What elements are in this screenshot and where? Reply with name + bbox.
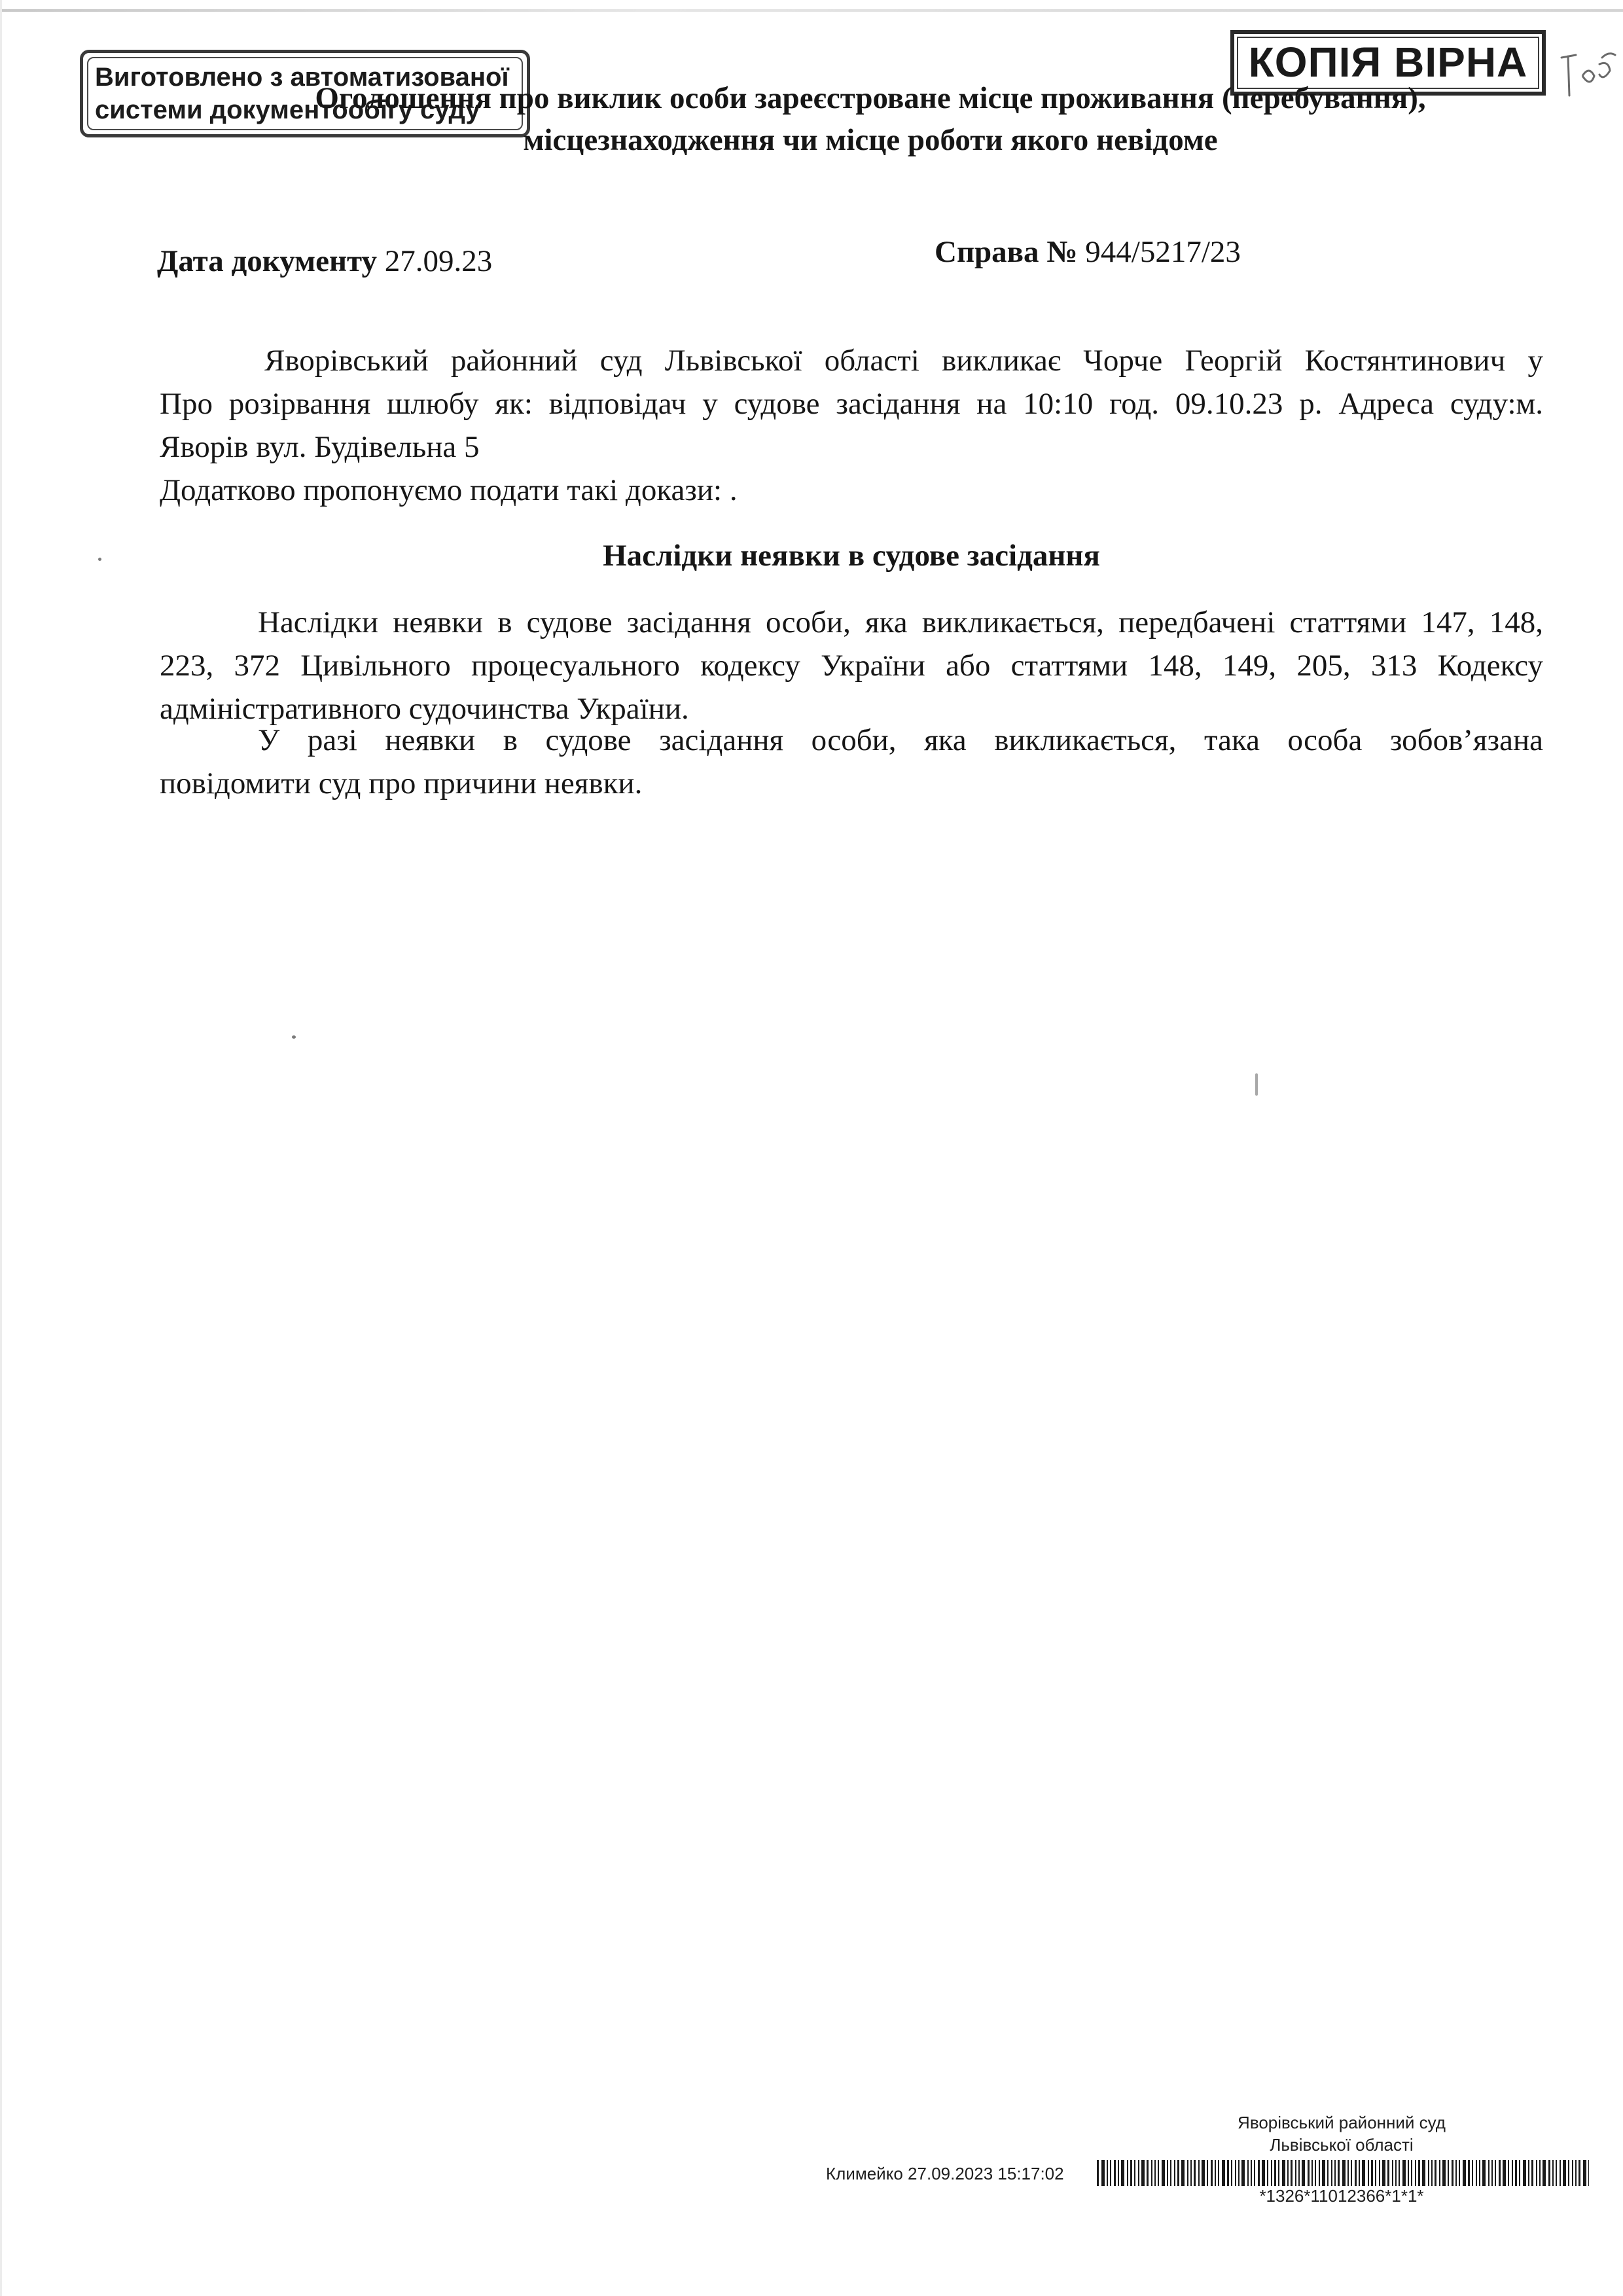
barcode-bar (1515, 2160, 1517, 2186)
barcode-bar (1295, 2160, 1296, 2186)
summons-line-4: Додатково пропонуємо подати такі докази: . (160, 473, 738, 507)
consequences-line-3: адміністративного судочинства України. (160, 692, 689, 726)
barcode-bar (1258, 2160, 1260, 2186)
barcode-bar (1371, 2160, 1373, 2186)
barcode-bar (1262, 2160, 1265, 2186)
barcode-bar (1439, 2160, 1440, 2186)
barcode-bar (1114, 2160, 1116, 2186)
case-label: Справа № (935, 235, 1078, 269)
barcode-bar (1202, 2160, 1205, 2186)
barcode-bar (1158, 2160, 1159, 2186)
barcode-bar (1298, 2160, 1300, 2186)
barcode-bar (1422, 2160, 1425, 2186)
barcode-bar (1512, 2160, 1513, 2186)
barcode-bar (1359, 2160, 1360, 2186)
barcode-bar (1402, 2160, 1406, 2186)
barcode-bar (1368, 2160, 1369, 2186)
barcode-bar (1488, 2160, 1489, 2186)
barcode-bar (1387, 2160, 1389, 2186)
barcode-bar (1110, 2160, 1111, 2186)
barcode-bar (1194, 2160, 1196, 2186)
barcode-bar (1418, 2160, 1420, 2186)
barcode-bar (1151, 2160, 1152, 2186)
barcode-bar (1319, 2160, 1320, 2186)
barcode-bar (1154, 2160, 1156, 2186)
consequences-line-1: Наслідки неявки в судове засідання особи, яка викликається, передбачені статтями 147, 148, (258, 605, 1543, 639)
barcode-bar (1548, 2160, 1550, 2186)
barcode-bar (1552, 2160, 1554, 2186)
barcode-bar (1528, 2160, 1529, 2186)
barcode-bar (1121, 2160, 1124, 2186)
barcode-bar (1435, 2160, 1436, 2186)
scan-edge-top (0, 9, 1623, 12)
barcode-bar (1238, 2160, 1240, 2186)
notification-line-2: повідомити суд про причини неявки. (160, 766, 643, 800)
barcode-bar (1479, 2160, 1480, 2186)
scan-speck (98, 558, 101, 561)
barcode-bar (1491, 2160, 1493, 2186)
barcode-bar (1351, 2160, 1352, 2186)
barcode-bar (1338, 2160, 1340, 2186)
barcode-bar (1282, 2160, 1285, 2186)
barcode-bar (1274, 2160, 1276, 2186)
barcode-bar (1101, 2160, 1105, 2186)
barcode-bar (1097, 2160, 1099, 2186)
barcode-bar (1448, 2160, 1449, 2186)
true-copy-label: КОПІЯ ВІРНА (1248, 39, 1528, 86)
signature-timestamp: Климейко 27.09.2023 15:17:02 (826, 2164, 1064, 2183)
barcode-bar (1411, 2160, 1412, 2186)
barcode-bar (1231, 2160, 1232, 2186)
barcode-bar (1130, 2160, 1132, 2186)
consequences-heading: Наслідки неявки в судове засідання (603, 539, 1100, 573)
barcode-bar (1247, 2160, 1249, 2186)
stamp-line-2: системи документообігу суду (95, 96, 480, 124)
barcode-bar (1342, 2160, 1346, 2186)
barcode-bar (1141, 2160, 1145, 2186)
barcode-bar (1327, 2160, 1329, 2186)
barcode-bar (1572, 2160, 1573, 2186)
barcode-bar (1211, 2160, 1213, 2186)
barcode-bar (1452, 2160, 1454, 2186)
consequences-line-2: 223, 372 Цивільного процесуального кодексу України або статтями 148, 149, 205, 313 Кодексу (160, 649, 1543, 683)
barcode-bar (1463, 2160, 1466, 2186)
barcode-bar (1519, 2160, 1520, 2186)
barcode-bar (1308, 2160, 1310, 2186)
barcode-number: *1326*11012366*1*1* (1259, 2186, 1424, 2206)
footer-court-line-1: Яворівський районний суд (1238, 2113, 1446, 2132)
barcode-bar (1315, 2160, 1316, 2186)
summons-line-3: Яворів вул. Будівельна 5 (160, 430, 480, 464)
barcode-bar (1568, 2160, 1569, 2186)
barcode-bar (1322, 2160, 1325, 2186)
barcode-bar (1170, 2160, 1171, 2186)
barcode-bar (1174, 2160, 1175, 2186)
barcode-bar (1539, 2160, 1541, 2186)
date-label: Дата документу (157, 244, 378, 278)
barcode-bar (1291, 2160, 1293, 2186)
date-value: 27.09.23 (384, 244, 493, 278)
barcode-bar (1428, 2160, 1429, 2186)
barcode-bar (1190, 2160, 1192, 2186)
title-line-2: місцезнаходження чи місце роботи якого невідоме (523, 123, 1218, 157)
barcode-bar (1379, 2160, 1380, 2186)
scan-speck (1255, 1073, 1258, 1096)
barcode-bar (1187, 2160, 1188, 2186)
barcode-bar (1415, 2160, 1416, 2186)
barcode-bar (1254, 2160, 1255, 2186)
handwritten-note-icon (1556, 38, 1622, 110)
barcode-bar (1287, 2160, 1289, 2186)
barcode-bar (1563, 2160, 1566, 2186)
document-title (196, 77, 1544, 161)
court-name-footer (1217, 2111, 1466, 2156)
barcode-bar (1395, 2160, 1397, 2186)
barcode-icon (1097, 2160, 1589, 2186)
barcode-bar (1523, 2160, 1526, 2186)
case-number (935, 234, 1241, 270)
barcode-bar (1543, 2160, 1546, 2186)
barcode-bar (1167, 2160, 1168, 2186)
barcode-bar (1455, 2160, 1457, 2186)
barcode-bar (1118, 2160, 1119, 2186)
barcode-bar (1347, 2160, 1349, 2186)
barcode-bar (1531, 2160, 1533, 2186)
barcode-bar (1127, 2160, 1128, 2186)
barcode-bar (1227, 2160, 1229, 2186)
barcode-bar (1578, 2160, 1580, 2186)
barcode-bar (1588, 2160, 1589, 2186)
barcode-bar (1382, 2160, 1385, 2186)
barcode-bar (1556, 2160, 1557, 2186)
notification-line-1: У разі неявки в судове засідання особи, яка викликається, така особа зобов’язана (258, 723, 1543, 757)
barcode-bar (1331, 2160, 1332, 2186)
summons-paragraph (160, 339, 1543, 512)
barcode-bar (1375, 2160, 1376, 2186)
scan-edge-left (0, 0, 2, 2296)
barcode-bar (1472, 2160, 1473, 2186)
barcode-bar (1575, 2160, 1577, 2186)
barcode-bar (1560, 2160, 1561, 2186)
barcode-bar (1177, 2160, 1179, 2186)
case-value: 944/5217/23 (1085, 235, 1241, 269)
barcode-bar (1442, 2160, 1446, 2186)
barcode-bar (1107, 2160, 1108, 2186)
summons-line-1: Яворівський районний суд Львівської області викликає Чорче Георгій Костянтинович у (264, 344, 1543, 378)
barcode-bar (1362, 2160, 1365, 2186)
barcode-bar (1267, 2160, 1268, 2186)
barcode-bar (1235, 2160, 1236, 2186)
barcode-bar (1278, 2160, 1279, 2186)
barcode-bar (1431, 2160, 1433, 2186)
barcode-bar (1499, 2160, 1501, 2186)
barcode-bar (1162, 2160, 1165, 2186)
barcode-bar (1222, 2160, 1225, 2186)
barcode-bar (1536, 2160, 1537, 2186)
barcode-bar (1468, 2160, 1470, 2186)
barcode-bar (1271, 2160, 1272, 2186)
barcode-bar (1218, 2160, 1219, 2186)
barcode-bar (1311, 2160, 1313, 2186)
scan-speck (292, 1035, 296, 1039)
barcode-bar (1583, 2160, 1586, 2186)
barcode-bar (1334, 2160, 1336, 2186)
barcode-bar (1408, 2160, 1409, 2186)
notification-paragraph (160, 719, 1543, 805)
consequences-paragraph (160, 601, 1543, 730)
barcode-bar (1482, 2160, 1486, 2186)
barcode-bar (1138, 2160, 1139, 2186)
barcode-bar (1147, 2160, 1149, 2186)
barcode-bar (1355, 2160, 1357, 2186)
stamp-line-1: Виготовлено з автоматизованої (95, 63, 509, 92)
barcode-bar (1503, 2160, 1506, 2186)
barcode-bar (1241, 2160, 1245, 2186)
barcode-bar (1508, 2160, 1509, 2186)
barcode-bar (1495, 2160, 1496, 2186)
title-line-1: Оголошення про виклик особи зареєстроване місце проживання (перебування), (315, 81, 1426, 115)
barcode-bar (1392, 2160, 1393, 2186)
barcode-bar (1134, 2160, 1135, 2186)
footer-court-line-2: Львівської області (1270, 2135, 1414, 2155)
barcode-bar (1181, 2160, 1185, 2186)
barcode-bar (1251, 2160, 1252, 2186)
barcode-bar (1207, 2160, 1208, 2186)
barcode-bar (1476, 2160, 1477, 2186)
barcode-bar (1302, 2160, 1305, 2186)
barcode-bar (1198, 2160, 1200, 2186)
barcode-bar (1399, 2160, 1400, 2186)
barcode-bar (1459, 2160, 1460, 2186)
barcode-bar (1215, 2160, 1216, 2186)
summons-line-2: Про розірвання шлюбу як: відповідач у судове засідання на 10:10 год. 09.10.23 р. Адреса суду:м. (160, 387, 1543, 421)
document-date (157, 243, 492, 279)
